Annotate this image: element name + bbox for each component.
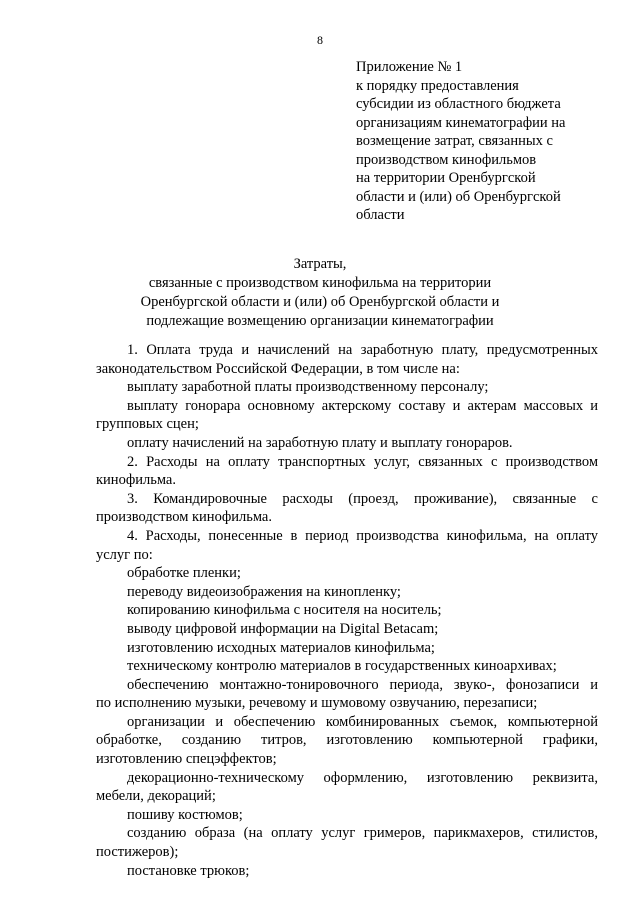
body-line: 1. Оплата труда и начислений на заработную плату, предусмотренных [127, 342, 598, 358]
body-line: производством кинофильма. [96, 509, 272, 526]
body-line: постановке трюков; [127, 862, 250, 879]
appendix-line: области [356, 207, 405, 223]
body-line: декорационно-техническому оформлению, изготовлению реквизита, [127, 769, 598, 786]
page-number: 8 [317, 33, 323, 47]
document-body [96, 341, 598, 880]
body-line: 2. Расходы на оплату транспортных услуг, связанных с производством [127, 453, 598, 470]
body-line: выплату заработной платы производственному персоналу; [127, 379, 489, 396]
body-line: 4. Расходы, понесенные в период производства кинофильма, на оплату [127, 527, 598, 544]
body-line: пошиву костюмов; [127, 806, 243, 823]
body-line: кинофильма. [96, 472, 176, 489]
heading-line: связанные с производством кинофильма на территории [148, 275, 492, 291]
heading-line: Оренбургской области и (или) об Оренбургской области и [140, 294, 500, 310]
appendix-line: производством кинофильмов [356, 151, 537, 168]
heading-line: подлежащие возмещению организации кинематографии [146, 313, 494, 329]
body-line: изготовлению спецэффектов; [96, 751, 277, 768]
appendix-line: организациям кинематографии на [356, 114, 566, 131]
appendix-line: возмещение затрат, связанных с [356, 133, 553, 149]
body-line: услуг по: [96, 546, 153, 563]
body-line: оплату начислений на заработную плату и выплату гонораров. [127, 434, 513, 451]
body-line: переводу видеоизображения на кинопленку; [127, 583, 401, 600]
body-line: техническому контролю материалов в государственных киноархивах; [127, 658, 557, 675]
body-line: обеспечению монтажно-тонировочного периода, звуко-, фонозаписи и [127, 676, 598, 693]
body-line: мебели, декораций; [96, 788, 216, 805]
appendix-line: к порядку предоставления [356, 77, 519, 94]
body-line: копированию кинофильма с носителя на носитель; [127, 602, 442, 619]
body-line: по исполнению музыки, речевому и шумовому озвучанию, перезаписи; [96, 695, 538, 712]
document-heading [0, 255, 640, 331]
body-line: 3. Командировочные расходы (проезд, проживание), связанные с [127, 490, 598, 507]
appendix-line: на территории Оренбургской [356, 170, 536, 186]
body-line: обработке пленки; [127, 565, 241, 582]
body-line: законодательством Российской Федерации, в том числе на: [96, 360, 460, 377]
body-line: групповых сцен; [96, 416, 199, 433]
appendix-line: субсидии из областного бюджета [356, 96, 561, 112]
appendix-block [356, 58, 616, 225]
heading-title: Затраты, [293, 256, 347, 272]
body-line: изготовлению исходных материалов кинофильма; [127, 639, 435, 656]
body-line: постижеров); [96, 844, 179, 861]
body-line: выплату гонорара основному актерскому составу и актерам массовых и [127, 397, 598, 414]
body-line: созданию образа (на оплату услуг гримеров, парикмахеров, стилистов, [127, 825, 598, 842]
body-line: выводу цифровой информации на Digital Betacam; [127, 620, 439, 637]
body-line: обработке, созданию титров, изготовлению компьютерной графики, [96, 732, 598, 749]
appendix-line: области и (или) об Оренбургской [356, 188, 561, 205]
appendix-line: Приложение № 1 [356, 59, 463, 75]
body-line: организации и обеспечению комбинированных съемок, компьютерной [127, 713, 598, 730]
